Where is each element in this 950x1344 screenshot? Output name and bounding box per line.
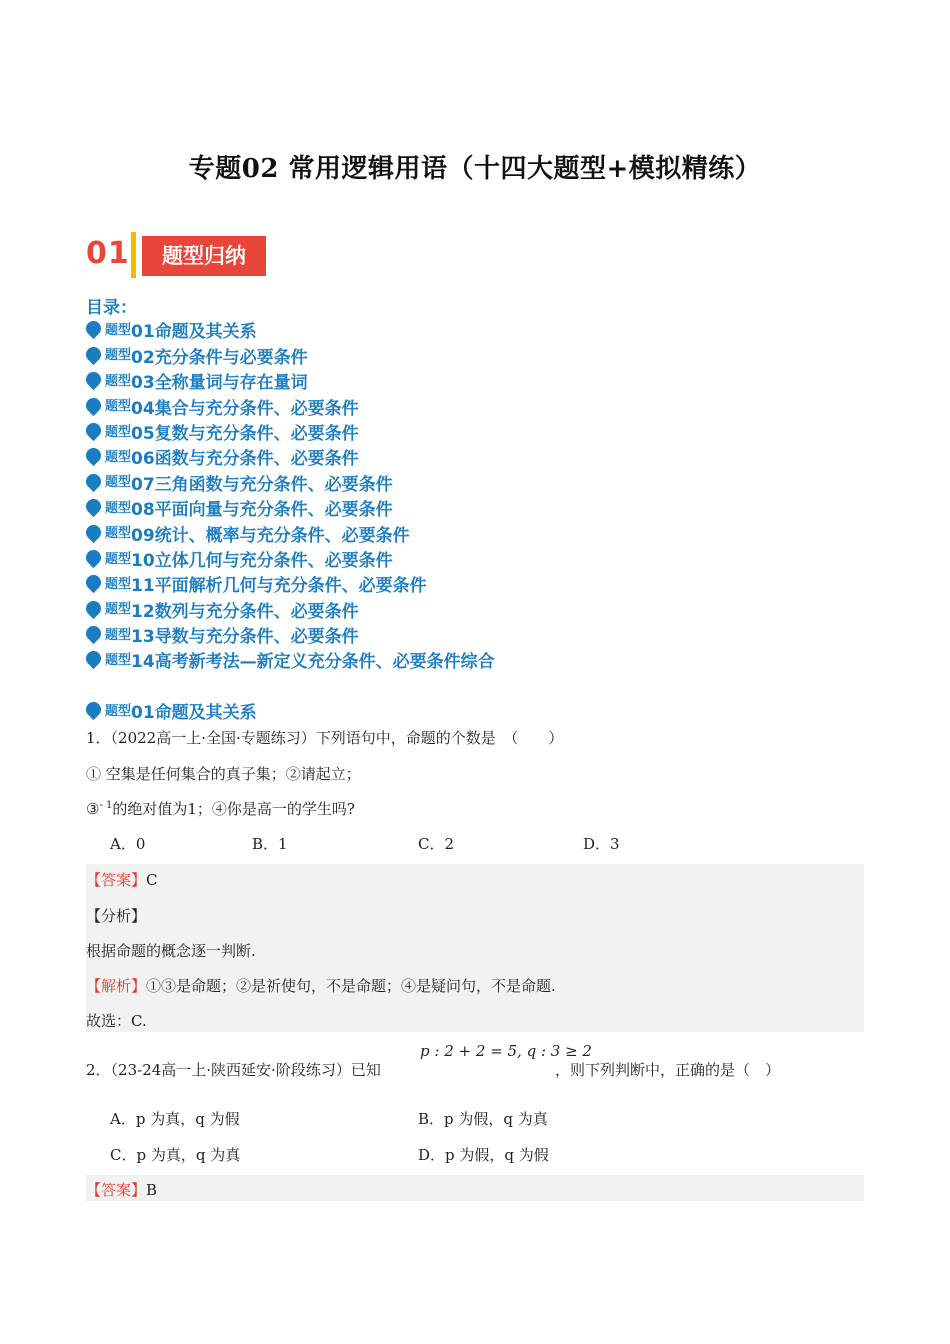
- toc-tag: 题型: [105, 348, 132, 364]
- answer-label: 【答案】: [86, 871, 147, 889]
- toc-text: 函数与充分条件、必要条件: [154, 449, 359, 470]
- toc-num: 04: [131, 398, 155, 419]
- answer-value: B: [146, 1181, 158, 1199]
- toc-item[interactable]: [86, 596, 495, 621]
- toc-item[interactable]: [86, 647, 495, 672]
- toc-num: 13: [131, 627, 155, 648]
- toc-item[interactable]: [86, 393, 495, 418]
- toc-tag: 题型: [105, 653, 132, 669]
- type-text: 命题及其关系: [154, 703, 257, 724]
- answer-line: [86, 1179, 157, 1200]
- pin-icon: [83, 648, 104, 669]
- toc-num: 03: [131, 373, 155, 394]
- toc-text: 平面解析几何与充分条件、必要条件: [154, 576, 427, 597]
- toc-item[interactable]: [86, 622, 495, 647]
- option-d[interactable]: D．3: [583, 835, 620, 853]
- option-b[interactable]: B．p 为假，q 为真: [418, 1110, 548, 1128]
- choice-text: 故选：C.: [86, 1012, 147, 1030]
- toc-num: 07: [131, 474, 155, 495]
- question-1-stem: 1．（2022高一上·全国·专题练习）下列语句中，命题的个数是 （ ）: [86, 729, 564, 747]
- pin-icon: [83, 471, 104, 492]
- pin-icon: [83, 623, 104, 644]
- pin-icon: [83, 547, 104, 568]
- toc-text: 数列与充分条件、必要条件: [154, 601, 359, 622]
- toc-tag: 题型: [105, 449, 132, 465]
- statement-3-number: - 1: [99, 800, 113, 811]
- toc-item[interactable]: [86, 469, 495, 494]
- pin-icon: [83, 598, 104, 619]
- toc-text: 高考新考法—新定义充分条件、必要条件综合: [154, 652, 495, 673]
- toc-tag: 题型: [105, 551, 132, 567]
- table-of-contents: [86, 317, 495, 672]
- pin-icon: [83, 496, 104, 517]
- statement-3-marker: ③: [86, 800, 100, 818]
- toc-num: 06: [131, 449, 155, 470]
- answer-value: C: [146, 871, 158, 889]
- toc-item[interactable]: [86, 444, 495, 469]
- toc-text: 充分条件与必要条件: [154, 347, 308, 368]
- toc-text: 三角函数与充分条件、必要条件: [154, 474, 393, 495]
- toc-text: 平面向量与充分条件、必要条件: [154, 500, 393, 521]
- toc-num: 01: [131, 322, 155, 343]
- type-tag: 题型: [105, 704, 132, 719]
- question-2-stem-pre: 2．（23-24高一上·陕西延安·阶段练习）已知: [86, 1061, 381, 1079]
- toc-item[interactable]: [86, 546, 495, 571]
- option-b[interactable]: B．1: [252, 835, 288, 853]
- toc-tag: 题型: [105, 576, 132, 592]
- toc-item[interactable]: [86, 520, 495, 545]
- pin-icon: [83, 572, 104, 593]
- toc-item[interactable]: [86, 419, 495, 444]
- solution-label: 【解析】: [86, 977, 147, 995]
- type-num: 01: [131, 703, 155, 724]
- toc-text: 集合与充分条件、必要条件: [154, 398, 359, 419]
- solution-text: ①③是命题；②是祈使句，不是命题；④是疑问句，不是命题.: [146, 977, 556, 995]
- analysis-label: 【分析】: [86, 907, 147, 925]
- answer-box-1: [86, 864, 864, 1032]
- pin-icon: [83, 344, 104, 365]
- toc-tag: 题型: [105, 627, 132, 643]
- toc-item[interactable]: [86, 368, 495, 393]
- toc-text: 统计、概率与充分条件、必要条件: [154, 525, 410, 546]
- analysis-text: 根据命题的概念逐一判断.: [86, 942, 256, 960]
- question-type-heading: [86, 698, 257, 723]
- option-a[interactable]: A．p 为真，q 为假: [110, 1110, 240, 1128]
- toc-text: 立体几何与充分条件、必要条件: [154, 550, 393, 571]
- toc-tag: 题型: [105, 323, 132, 338]
- toc-tag: 题型: [105, 373, 132, 389]
- pin-icon: [83, 699, 104, 720]
- toc-item[interactable]: [86, 571, 495, 596]
- toc-text: 命题及其关系: [154, 322, 257, 343]
- pin-icon: [83, 394, 104, 415]
- toc-item[interactable]: [86, 495, 495, 520]
- toc-num: 11: [131, 576, 155, 597]
- option-c[interactable]: C．p 为真，q 为真: [110, 1146, 241, 1164]
- toc-heading: 目录：: [86, 298, 137, 318]
- answer-label: 【答案】: [86, 1181, 147, 1199]
- toc-text: 全称量词与存在量词: [154, 373, 308, 394]
- option-d[interactable]: D．p 为假，q 为假: [418, 1146, 549, 1164]
- question-2-formula: p : 2 + 2 = 5, q : 3 ≥ 2: [420, 1042, 592, 1060]
- toc-num: 10: [131, 550, 155, 571]
- toc-tag: 题型: [105, 500, 132, 516]
- pin-icon: [83, 318, 104, 339]
- option-a[interactable]: A．0: [110, 835, 146, 853]
- question-1-line-2: [86, 798, 355, 819]
- toc-num: 08: [131, 500, 155, 521]
- toc-tag: 题型: [105, 424, 132, 440]
- solution-line: [86, 975, 556, 996]
- toc-num: 02: [131, 347, 155, 368]
- answer-line: [86, 869, 158, 890]
- toc-tag: 题型: [105, 399, 132, 415]
- toc-num: 09: [131, 525, 155, 546]
- section-divider: [131, 232, 136, 278]
- toc-tag: 题型: [105, 475, 132, 491]
- section-label: 题型归纳: [142, 236, 266, 276]
- pin-icon: [83, 420, 104, 441]
- pin-icon: [83, 445, 104, 466]
- question-1-line-1: ① 空集是任何集合的真子集；②请起立；: [86, 765, 361, 783]
- toc-tag: 题型: [105, 526, 132, 542]
- toc-num: 05: [131, 423, 155, 444]
- toc-text: 导数与充分条件、必要条件: [154, 627, 359, 648]
- toc-num: 14: [131, 652, 155, 673]
- answer-box-2: [86, 1175, 864, 1201]
- page-title: 专题02 常用逻辑用语（十四大题型+模拟精练）: [188, 154, 762, 184]
- toc-tag: 题型: [105, 602, 132, 618]
- toc-item[interactable]: [86, 317, 495, 342]
- pin-icon: [83, 521, 104, 542]
- section-number: 01: [86, 236, 130, 271]
- option-c[interactable]: C．2: [418, 835, 455, 853]
- pin-icon: [83, 369, 104, 390]
- question-2-stem-post: ，则下列判断中，正确的是（ ）: [555, 1061, 781, 1079]
- toc-item[interactable]: [86, 342, 495, 367]
- statement-3-text: 的绝对值为1；④你是高一的学生吗?: [112, 800, 355, 818]
- toc-num: 12: [131, 601, 155, 622]
- toc-text: 复数与充分条件、必要条件: [154, 423, 359, 444]
